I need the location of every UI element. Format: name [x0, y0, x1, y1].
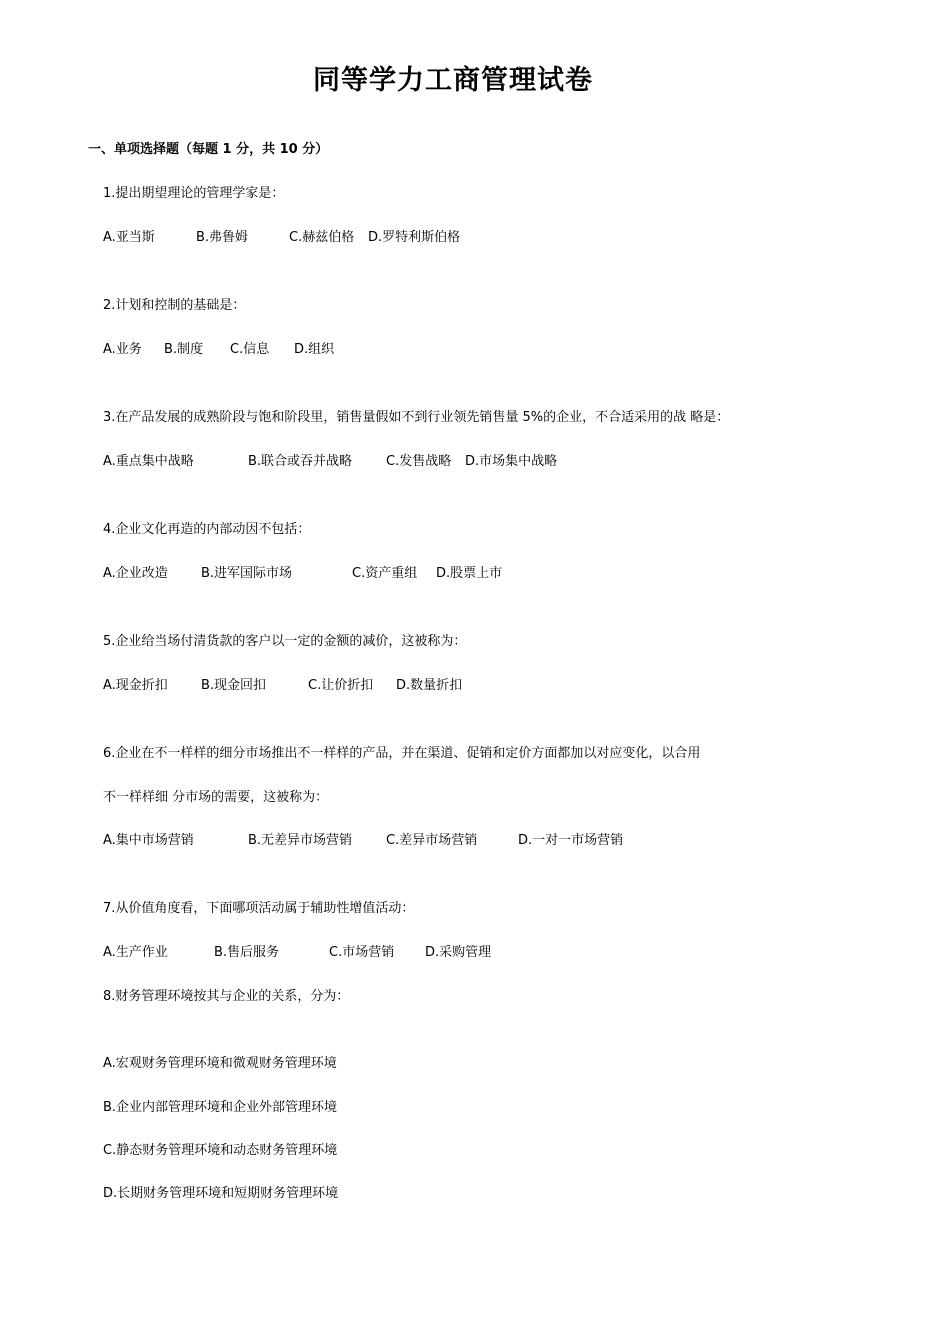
question-6-option-a: A.集中市场营销: [103, 833, 194, 848]
question-4-option-b: B.进军国际市场: [201, 566, 293, 581]
question-7-option-a: A.生产作业: [103, 945, 168, 960]
section-heading: 一、单项选择题（每题 1 分，共 10 分）: [88, 142, 329, 157]
question-1-option-d: D.罗特利斯伯格: [368, 230, 461, 245]
question-6-option-d: D.一对一市场营销: [518, 833, 624, 848]
question-6-option-c: C.差异市场营销: [386, 833, 478, 848]
question-7-stem: 7.从价值角度看，下面哪项活动属于辅助性增值活动：: [103, 901, 415, 916]
question-5-option-b: B.现金回扣: [201, 678, 267, 693]
question-1-stem: 1.提出期望理论的管理学家是：: [103, 186, 285, 201]
question-6-stem-line-1: 6.企业在不一样样的细分市场推出不一样样的产品，并在渠道、促销和定价方面都加以对应变化，以合用: [103, 746, 701, 761]
question-5-option-d: D.数量折扣: [396, 678, 463, 693]
question-8-option-d: D.长期财务管理环境和短期财务管理环境: [103, 1186, 339, 1201]
question-7-option-b: B.售后服务: [214, 945, 280, 960]
page-title: 同等学力工商管理试卷: [313, 65, 593, 96]
question-6-option-b: B.无差异市场营销: [248, 833, 353, 848]
question-1-option-c: C.赫兹伯格: [289, 230, 355, 245]
question-4-option-d: D.股票上市: [436, 566, 503, 581]
question-2-option-a: A.业务: [103, 342, 142, 357]
question-5-option-a: A.现金折扣: [103, 678, 168, 693]
question-8-option-c: C.静态财务管理环境和动态财务管理环境: [103, 1143, 338, 1158]
question-2-option-c: C.信息: [230, 342, 270, 357]
question-1-option-b: B.弗鲁姆: [196, 230, 249, 245]
question-8-option-a: A.宏观财务管理环境和微观财务管理环境: [103, 1056, 337, 1071]
question-2-stem: 2.计划和控制的基础是：: [103, 298, 246, 313]
question-4-option-c: C.资产重组: [352, 566, 418, 581]
question-7-option-d: D.采购管理: [425, 945, 492, 960]
question-8-option-b: B.企业内部管理环境和企业外部管理环境: [103, 1100, 338, 1115]
question-3-option-d: D.市场集中战略: [465, 454, 558, 469]
question-5-option-c: C.让价折扣: [308, 678, 374, 693]
question-2-option-d: D.组织: [294, 342, 335, 357]
question-3-option-a: A.重点集中战略: [103, 454, 194, 469]
question-7-option-c: C.市场营销: [329, 945, 395, 960]
question-6-stem-line-2: 不一样样细 分市场的需要，这被称为：: [103, 790, 329, 805]
question-3-option-b: B.联合或吞并战略: [248, 454, 353, 469]
question-1-option-a: A.亚当斯: [103, 230, 155, 245]
question-8-stem: 8.财务管理环境按其与企业的关系，分为：: [103, 989, 350, 1004]
question-5-stem: 5.企业给当场付清货款的客户以一定的金额的减价，这被称为：: [103, 634, 467, 649]
question-3-stem: 3.在产品发展的成熟阶段与饱和阶段里，销售量假如不到行业领先销售量 5%的企业，不合适采用的战 略是：: [103, 410, 730, 425]
question-2-option-b: B.制度: [164, 342, 204, 357]
question-4-option-a: A.企业改造: [103, 566, 168, 581]
question-4-stem: 4.企业文化再造的内部动因不包括：: [103, 522, 311, 537]
question-3-option-c: C.发售战略: [386, 454, 452, 469]
